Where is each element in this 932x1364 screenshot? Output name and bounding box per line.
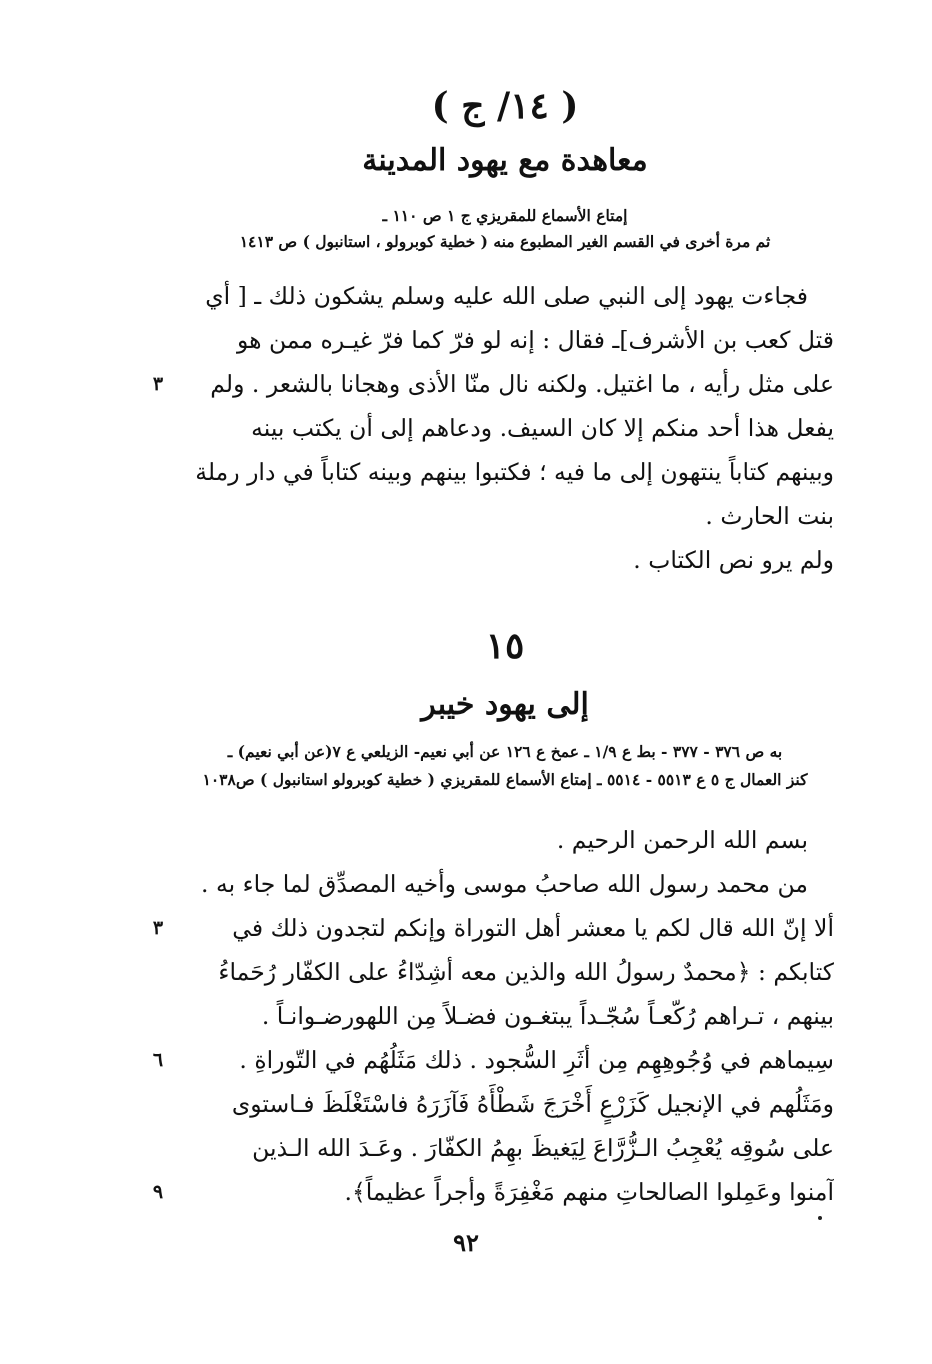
document-body-14 bbox=[186, 274, 834, 582]
line-marker: ٩ bbox=[152, 1181, 164, 1203]
document-number-15: ١٥ bbox=[485, 625, 525, 667]
body-line: ومَثَلُهم في الإنجيل كَزَرْعٍ أَخْرَجَ شَطْأَهُ فَآزَرَهُ فاسْتَغْلَظَ فـاستوى bbox=[231, 1090, 834, 1118]
body-line: من محمد رسول الله صاحبُ موسى وأخيه المصدِّق لما جاء به . bbox=[201, 870, 808, 898]
source-citation-14-line1: إمتاع الأسماع للمقريزي ج ١ ص ١١٠ ـ bbox=[382, 206, 628, 225]
line-marker: ٣ bbox=[152, 917, 164, 939]
stray-dot bbox=[818, 1216, 822, 1220]
body-line: على مثل رأيه ، ما اغتيل. ولكنه نال منّا الأذى وهجانا بالشعر . ولم bbox=[210, 370, 834, 398]
body-line: ألا إنّ الله قال لكم يا معشر أهل التوراة وإنكم لتجدون ذلك في bbox=[232, 914, 834, 942]
source-citation-15-line2: كنز العمال ج ٥ ع ٥٥١٣ - ٥٥١٤ ـ إمتاع الأسماع للمقريزي ( خطية كوبرولو استانبول ) ص١٠٣٨ bbox=[202, 770, 808, 789]
source-citation-14-line2: ثم مرة أخرى في القسم الغير المطبوع منه ( خطية كوبرولو ، استانبول ) ص ١٤١٣ bbox=[239, 232, 771, 251]
body-line: بينهم ، تـراهم رُكّعـاً سُجّـداً يبتغـون فضـلاً مِن اللهورضـوانـاً . bbox=[261, 1002, 834, 1030]
document-number-14: ( ١٤/ ج ) bbox=[431, 85, 579, 127]
body-line: يفعل هذا أحد منكم إلا كان السيف. ودعاهم إلى أن يكتب بينه bbox=[251, 414, 834, 442]
body-line: سِيماهم في وُجُوهِهِم مِن أثَرِ السُّجود . ذلك مَثَلُهُم في التّوراةِ . bbox=[239, 1046, 834, 1074]
body-line: كتابكم : ﴿محمدٌ رسولُ الله والذين معه أشِدّاءُ على الكفّار رُحَماءُ bbox=[218, 958, 834, 986]
body-line: وبينهم كتاباً ينتهون إلى ما فيه ؛ فكتبوا بينهم وبينه كتاباً في دار رملة bbox=[195, 458, 834, 486]
source-citation-15-line1: به ص ٣٧٦ - ٣٧٧ - بط ع ١/٩ ـ عمخ ع ١٢٦ عن أبي نعيم- الزيلعي ع ٧(عن أبي نعيم) ـ bbox=[227, 742, 783, 761]
body-line: على سُوقِه يُعْجِبُ الـزُّرَّاعَ لِيَغيظَ بهِمُ الكفّارَ . وعَـدَ الله الـذين bbox=[252, 1134, 834, 1162]
body-line: بنت الحارث . bbox=[705, 502, 834, 530]
line-marker: ٦ bbox=[152, 1049, 164, 1071]
body-line: فجاءت يهود إلى النبي صلى الله عليه وسلم يشكون ذلك ـ [ أي bbox=[205, 282, 808, 310]
document-title-15: إلى يهود خيبر bbox=[421, 687, 589, 722]
document-body-15 bbox=[186, 818, 834, 1214]
document-title-14: معاهدة مع يهود المدينة bbox=[362, 143, 648, 178]
line-marker: ٣ bbox=[152, 373, 164, 395]
page-number: ٩٢ bbox=[453, 1228, 479, 1257]
body-line: بسم الله الرحمن الرحيم . bbox=[556, 826, 808, 854]
body-line: قتل كعب بن الأشرف]ـ فقال : إنه لو فرّ كما فرّ غيـره ممن هو bbox=[237, 326, 834, 354]
body-line: آمنوا وعَمِلوا الصالحاتِ منهم مَغْفِرَةً وأجراً عظيماً﴾. bbox=[344, 1178, 834, 1206]
body-line: ولم يرو نص الكتاب . bbox=[633, 546, 834, 574]
